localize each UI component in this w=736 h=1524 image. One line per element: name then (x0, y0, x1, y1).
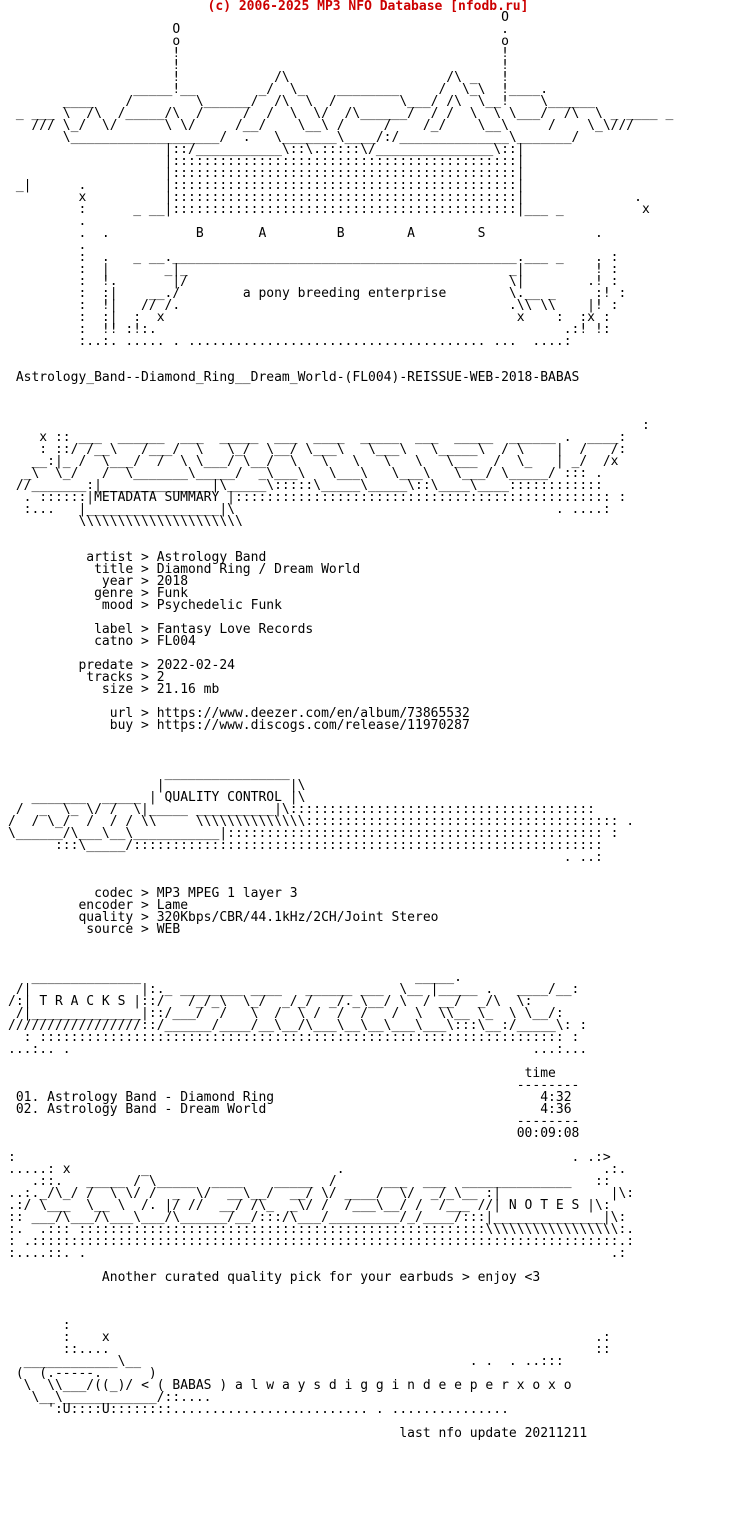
release-name: Astrology_Band--Diamond_Ring__Dream_World-(FL004)-REISSUE-WEB-2018-BABAS (15, 370, 580, 385)
track-1-time: 4:32 (540, 1090, 572, 1105)
meta-url[interactable]: url > https://www.deezer.com/en/album/73865532 (8, 706, 470, 721)
track-2-time: 4:36 (540, 1102, 572, 1117)
quality-source: source > WEB (8, 922, 181, 937)
notes-banner: : . .:> .....: x _ . .:. .::. _____ / \_____ ____ _____ / ___ ___ ______________ :: ..:._/\_/ / \ \/ / _ \/ __\__/ __/ \/ ____/ \/ _/_\__ :| |\: .:/ \___ \__ \ /. |/ // __/ /\_ _\/ / /___\__/ / /___ //| N O T E S |\: :: ___/\___/\___\___/\______/__/:::/\___/_________/_/____/:::|______________|\: :. .::: ::::::::::::::::::::::::::::::::::::::::::::::::::::\\\\\\\\\\\\\\\\\:. : .:::::::::::::::::::::::::::::::::::::::::::::::::::::::::::::::::::::::::::.: :....::. . .: (8, 1150, 635, 1261)
meta-genre: genre > Funk (8, 586, 189, 601)
site-header: (c) 2006-2025 MP3 NFO Database [nfodb.ru] (207, 0, 529, 14)
tracks-banner: ______________ _____. /| |:._ ________ ____ ______ ___ \__ |_____ . ____/__: /:| T R A C K S |::/ /_/_\ \_/ _/_/ _/._\__/ \ / __/ _/\ \: /|______________|::/___/ / \ / \ / / / / \ \\__ \_ \ \__/: /////////////////::/______/____/__\__/\___\__\__\___\___\:::\__:/_____\: : : ::::::::::::::::::::::::::::::::::::::::::::::::::::::::::::::::::: : ...:.. . ...:... (8, 970, 588, 1057)
meta-mood: mood > Psychedelic Funk (8, 598, 282, 613)
footer-motto: < ( BABAS ) a l w a y s d i g g i n d e e p e r x o x o (141, 1378, 572, 1393)
total-time: 00:09:08 (516, 1126, 580, 1141)
nfo-document (8, 12, 673, 1440)
meta-buy[interactable]: buy > https://www.discogs.com/release/11970287 (8, 718, 470, 733)
meta-title: title > Diamond Ring / Dream World (8, 562, 361, 577)
metadata-list (8, 550, 470, 733)
section-metadata: METADATA SUMMARY (94, 490, 220, 505)
tracklist: time -------- 01. Astrology Band - Diamond Ring 4:32 02. Astrology Band - Dream World 4:36 -------- 00:09:08 (15, 1066, 580, 1141)
track-1: 01. Astrology Band - Diamond Ring (15, 1090, 275, 1105)
meta-year: year > 2018 (8, 574, 189, 589)
section-tracks: T R A C K S (39, 994, 126, 1009)
meta-tracks: tracks > 2 (8, 670, 165, 685)
meta-artist: artist > Astrology Band (8, 550, 267, 565)
logo-tagline: a pony breeding enterprise (242, 286, 447, 301)
time-header: time (524, 1066, 556, 1081)
logo-art: O O . o o ! ! ! ! ! /\ /\ _ ! _____!__ _/ \_ ________ / \_\ !____. ____ / \______/ /\ \ / \___/ /\ \__! \______ _ ___ \ /\ /_____/\ / / / \ \/ /\______/ / / \ \ \___/ /\ \ _ ____ _ /// \_/ \/ \ \/ /__/ \__\ / / /_/ \__\ / \_\/// \___________________/ . \_______\____/:/______________\_______/ |::/___________\::\.:::::\/_______________\::| |::::::::::::::::::::::::::::::::::::::::::::| |::::::::::::::::::::::::::::::::::::::::::::| _| . |::::::::::::::::::::::::::::::::::::::::::::| x |::::::::::::::::::::::::::::::::::::::::::::| . : _ __|::::::::::::::::::::::::::::::::::::::::::::|___ _ x . . . B A B A S . . : . _ __.____________________________________________.___ _ . : : | _|_ _| ! : : !. |/ \| .! : : :| __./ a pony breeding enterprise \.__ _ :! : : !| // /. .\\ \\ |! : : :| : x x : :x : : !! :!:. .:! !: :..:. ..... . ...................................... ... ....: (15, 10, 674, 349)
quality-quality: quality > 320Kbps/CBR/44.1kHz/2CH/Joint Stereo (8, 910, 439, 925)
logo-letters: B A B A S (195, 226, 486, 241)
metadata-banner: : x :: ___ ______ ___ _____ ___ ____ _____ ___ _____ ______ . ____: : ::/ /__\ /___/ \ \_/ \__/ \___\ \___\ \_____\ / \ | / /: __:|_ / \___/ / \ \___/ \__/ \ \ \ \ \ \___ / \_ | _/ /x _\ \_/ / \_______\_____/ _\___\ \___\ \___\ \___/ \_____/ ::: . //_______:|______________|\_____\:::::\_____\_____\::\____\____:::::::::::: . ::::::|METADATA SUMMARY |:::::::::::::::::::::::::::::::::::::::::::::::: : :... |_________________|\ . ....: \\\\\\\\\\\\\\\\\\\\\ (15, 418, 650, 529)
quality-codec: codec > MP3 MPEG 1 layer 3 (8, 886, 298, 901)
notes-text: Another curated quality pick for your earbuds > enjoy <3 (101, 1270, 541, 1285)
footer-art: : : x .: ::.... :: ____________\__ . . . ..::: ( (.-----. ) \ \\___/((_)/ < ( BABAS ) a l w a y s d i g g i n d e e p e r x o x o \__\____________/::.... ':U::::U::::::::......................... . ............... (15, 1318, 611, 1417)
section-quality: QUALITY CONTROL (164, 790, 282, 805)
meta-label: label > Fantasy Love Records (8, 622, 314, 637)
quality-list (8, 886, 438, 937)
track-2: 02. Astrology Band - Dream World (15, 1102, 267, 1117)
meta-size: size > 21.16 mb (8, 682, 220, 697)
meta-predate: predate > 2022-02-24 (8, 658, 235, 673)
footer-update: last nfo update 20211211 (399, 1426, 588, 1441)
quality-banner: ________________ | |\ _______ _____ | QUALITY CONTROL |\ / _ \_ \/ / \|_____ __________|\::::::::::::::::::::::::::::::::::::::: / / \_/ / / / \\ \\\\\\\\\\\\\\:::::::::::::::::::::::::::::::::::::::: . \______/\___\__\___________|:::::::::::::::::::::::::::::::::::::::::::::::: : :::\_____/:::::::::::::::::::::::::::::::::::::::::::::::::::::::::::: . ..: (8, 766, 635, 865)
meta-catno: catno > FL004 (8, 634, 196, 649)
section-notes: N O T E S (508, 1198, 580, 1213)
quality-encoder: encoder > Lame (8, 898, 189, 913)
